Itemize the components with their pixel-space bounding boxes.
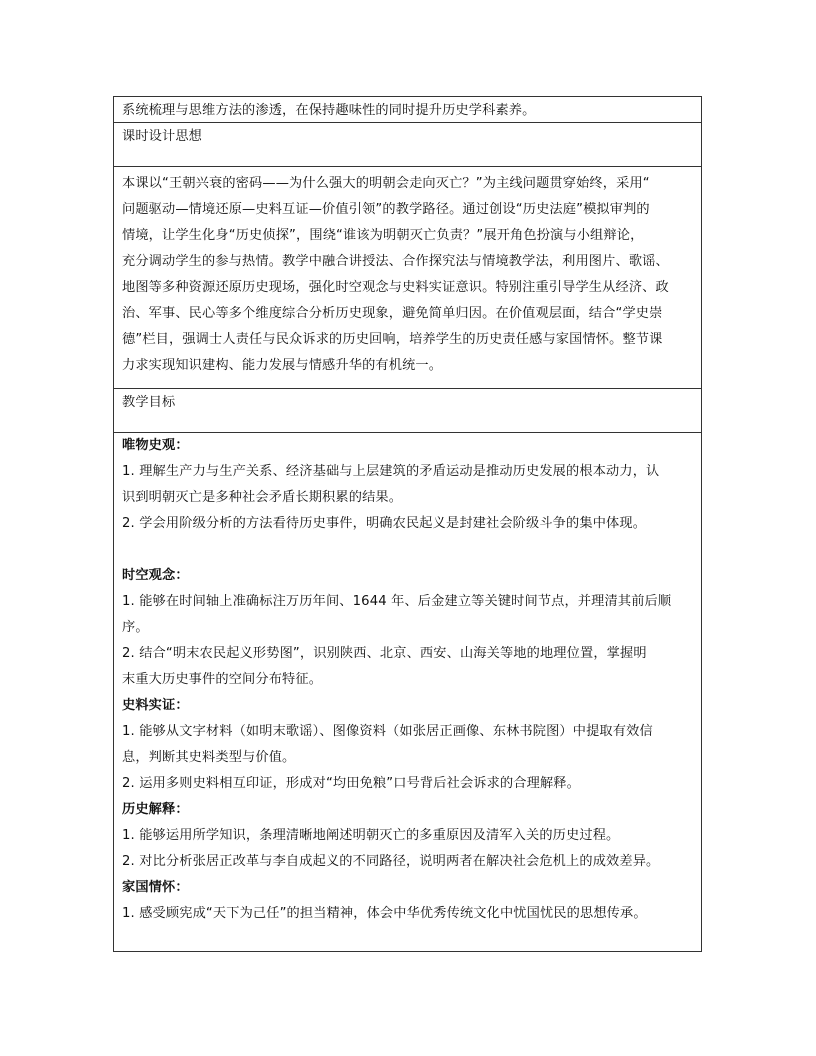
intro-text: 系统梳理与思维方法的渗透，在保持趣味性的同时提升历史学科素养。 xyxy=(122,103,536,118)
section-title-interpretation: 历史解释： xyxy=(122,802,189,817)
goal-line: 末重大历史事件的空间分布特征。 xyxy=(122,672,323,687)
goal-line: 1. 能够在时间轴上准确标注万历年间、1644 年、后金建立等关键时间节点，并理清其前后顺 xyxy=(122,594,672,609)
goal-line: 2. 运用多则史料相互印证，形成对“均田免粮”口号背后社会诉求的合理解释。 xyxy=(122,776,580,791)
section-title-patriotism: 家国情怀： xyxy=(122,880,189,895)
goal-line: 1. 理解生产力与生产关系、经济基础与上层建筑的矛盾运动是推动历史发展的根本动力，认 xyxy=(122,464,660,479)
goals-heading-row xyxy=(114,389,701,433)
section-title-materialism: 唯物史观： xyxy=(122,438,189,453)
goals-heading: 教学目标 xyxy=(122,395,176,410)
design-line: 本课以“王朝兴衰的密码——为什么强大的明朝会走向灭亡？”为主线问题贯穿始终，采用“ xyxy=(122,176,650,191)
goal-line: 2. 对比分析张居正改革与李自成起义的不同路径，说明两者在解决社会危机上的成效差异。 xyxy=(122,854,660,869)
goal-line: 1. 能够从文字材料（如明末歌谣）、图像资料（如张居正画像、东林书院图）中提取有效信 xyxy=(122,724,653,739)
goals-body-row xyxy=(114,433,701,951)
design-line: 德”栏目，强调士人责任与民众诉求的历史回响，培养学生的历史责任感与家国情怀。整节课 xyxy=(122,332,663,347)
design-line: 治、军事、民心等多个维度综合分析历史现象，避免简单归因。在价值观层面，结合“学史崇 xyxy=(122,306,663,321)
lesson-plan-table xyxy=(113,96,702,952)
design-line: 地图等多种资源还原历史现场，强化时空观念与史料实证意识。特别注重引导学生从经济、政 xyxy=(122,280,669,295)
design-line: 力求实现知识建构、能力发展与情感升华的有机统一。 xyxy=(122,358,443,373)
section-title-evidence: 史料实证： xyxy=(122,698,189,713)
section-title-time-space: 时空观念： xyxy=(122,568,189,583)
design-line: 充分调动学生的参与热情。教学中融合讲授法、合作探究法与情境教学法，利用图片、歌谣、 xyxy=(122,254,669,269)
goal-line: 息，判断其史料类型与价值。 xyxy=(122,750,296,765)
intro-row xyxy=(114,97,701,123)
goal-line: 序。 xyxy=(122,620,149,635)
goal-line: 2. 结合“明末农民起义形势图”，识别陕西、北京、西安、山海关等地的地理位置，掌握明 xyxy=(122,646,647,661)
design-line: 情境，让学生化身“历史侦探”，围绕“谁该为明朝灭亡负责？”展开角色扮演与小组辩论， xyxy=(122,228,644,243)
goal-line: 1. 能够运用所学知识，条理清晰地阐述明朝灭亡的多重原因及清军入关的历史过程。 xyxy=(122,828,620,843)
goal-line: 2. 学会用阶级分析的方法看待历史事件，明确农民起义是封建社会阶级斗争的集中体现。 xyxy=(122,516,647,531)
design-heading: 课时设计思想 xyxy=(122,129,203,144)
goal-line: 识到明朝灭亡是多种社会矛盾长期积累的结果。 xyxy=(122,490,403,505)
goal-line: 1. 感受顾宪成“天下为己任”的担当精神，体会中华优秀传统文化中忧国忧民的思想传承。 xyxy=(122,906,647,921)
design-heading-row xyxy=(114,123,701,167)
design-body-row xyxy=(114,167,701,389)
design-line: 问题驱动—情境还原—史料互证—价值引领”的教学路径。通过创设“历史法庭”模拟审判的 xyxy=(122,202,650,217)
